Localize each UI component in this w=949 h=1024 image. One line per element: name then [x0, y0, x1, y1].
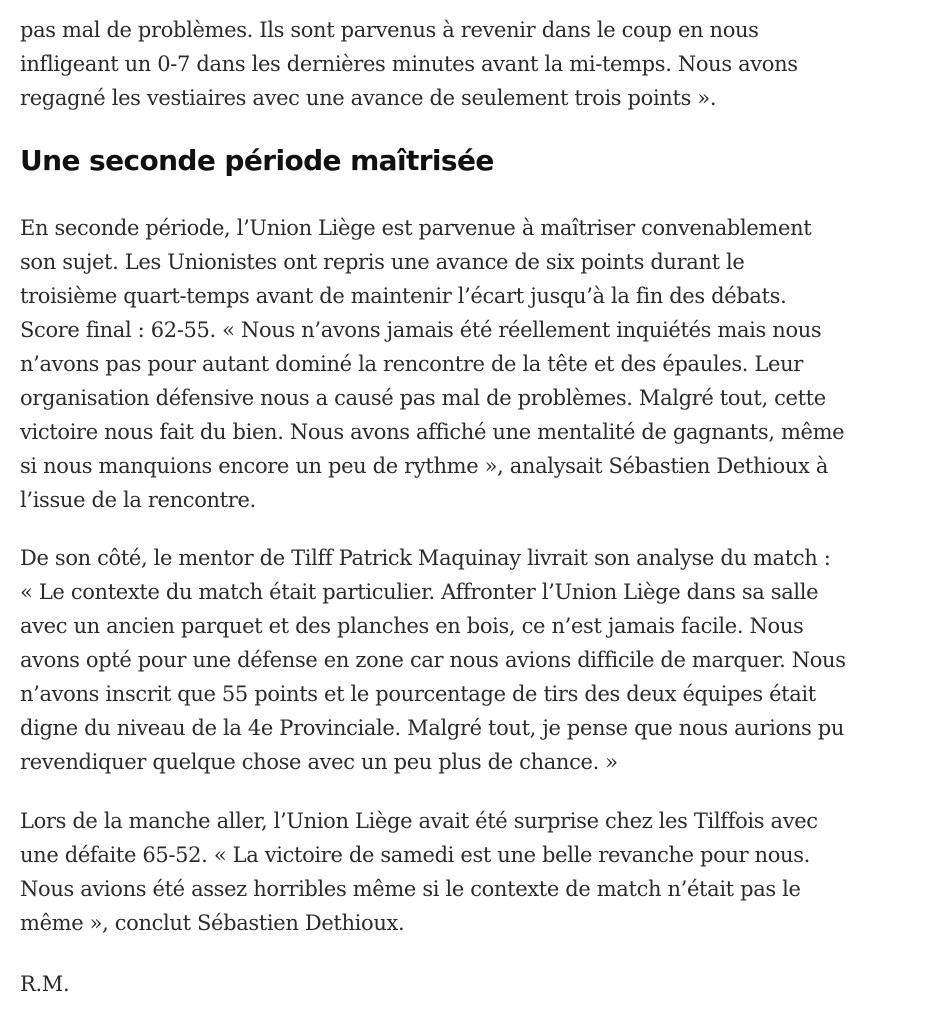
paragraph-line: revendiquer quelque chose avec un peu plus de chance. »	[20, 750, 618, 774]
paragraph-line: même », conclut Sébastien Dethioux.	[20, 911, 405, 935]
paragraph-line: En seconde période, l’Union Liège est parvenue à maîtriser convenablement	[20, 216, 812, 240]
paragraph-line: avec un ancien parquet et des planches en bois, ce n’est jamais facile. Nous	[20, 614, 804, 638]
paragraph-line: une défaite 65-52. « La victoire de samedi est une belle revanche pour nous.	[20, 843, 810, 867]
section-heading: Une seconde période maîtrisée	[20, 144, 494, 177]
paragraph-line: organisation défensive nous a causé pas mal de problèmes. Malgré tout, cette	[20, 386, 826, 410]
paragraph-line: son sujet. Les Unionistes ont repris une avance de six points durant le	[20, 250, 745, 274]
paragraph-line: si nous manquions encore un peu de rythme », analysait Sébastien Dethioux à	[20, 454, 829, 478]
paragraph-line: Nous avions été assez horribles même si le contexte de match n’était pas le	[20, 877, 801, 901]
paragraph-line: troisième quart-temps avant de maintenir l’écart jusqu’à la fin des débats.	[20, 284, 787, 308]
paragraph-second-half	[20, 211, 844, 517]
paragraph-line: n’avons pas pour autant dominé la rencontre de la tête et des épaules. Leur	[20, 352, 803, 376]
paragraph-line: l’issue de la rencontre.	[20, 488, 256, 512]
intro-paragraph	[20, 13, 798, 115]
paragraph-line: Score final : 62-55. « Nous n’avons jamais été réellement inquiétés mais nous	[20, 318, 822, 342]
author-signature: R.M.	[20, 972, 70, 996]
paragraph-line: regagné les vestiaires avec une avance de seulement trois points ».	[20, 86, 717, 110]
paragraph-line: infligeant un 0-7 dans les dernières minutes avant la mi-temps. Nous avons	[20, 52, 798, 76]
paragraph-line: pas mal de problèmes. Ils sont parvenus à revenir dans le coup en nous	[20, 18, 759, 42]
paragraph-tilff-coach	[20, 541, 846, 779]
paragraph-line: De son côté, le mentor de Tilff Patrick Maquinay livrait son analyse du match :	[20, 546, 831, 570]
paragraph-line: digne du niveau de la 4e Provinciale. Malgré tout, je pense que nous aurions pu	[20, 716, 845, 740]
paragraph-line: n’avons inscrit que 55 points et le pourcentage de tirs des deux équipes était	[20, 682, 816, 706]
paragraph-line: avons opté pour une défense en zone car nous avions difficile de marquer. Nous	[20, 648, 846, 672]
paragraph-line: victoire nous fait du bien. Nous avons affiché une mentalité de gagnants, même	[20, 420, 845, 444]
paragraph-line: « Le contexte du match était particulier. Affronter l’Union Liège dans sa salle	[20, 580, 819, 604]
paragraph-line: Lors de la manche aller, l’Union Liège avait été surprise chez les Tilffois avec	[20, 809, 818, 833]
paragraph-first-leg	[20, 804, 818, 940]
